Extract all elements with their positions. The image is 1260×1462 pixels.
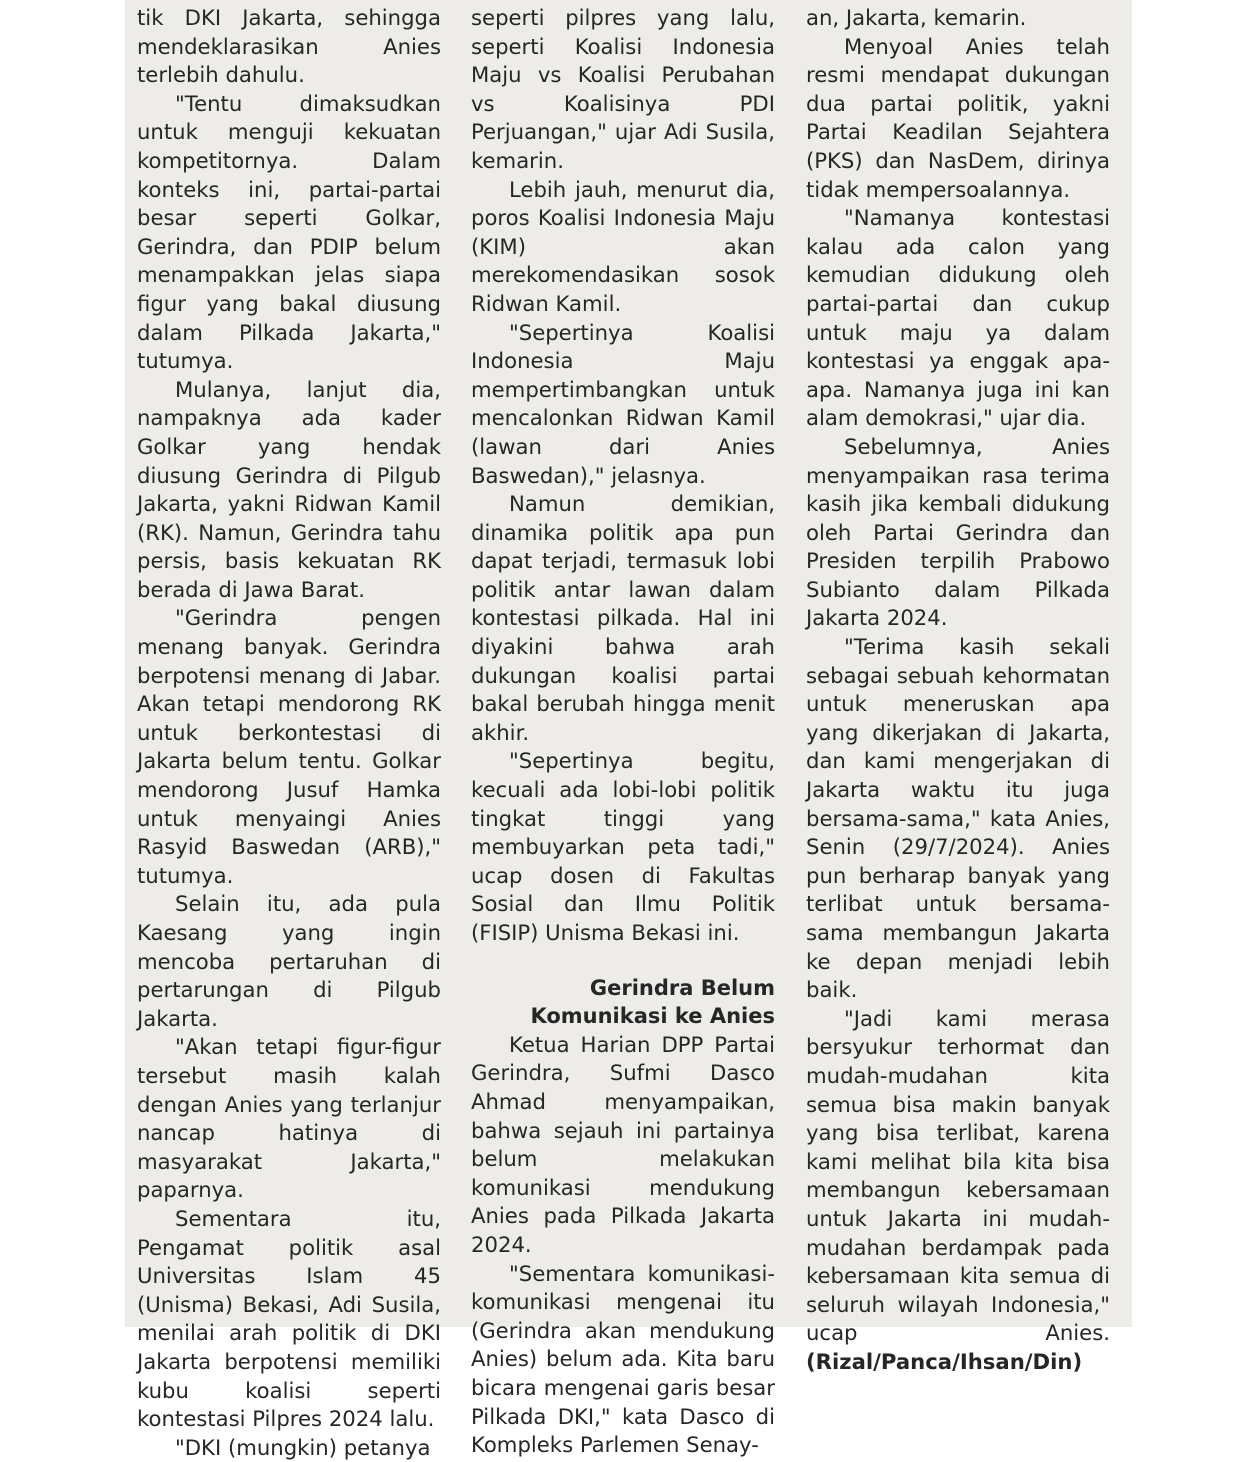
- paragraph: "Akan tetapi figur-figur tersebut masih kalah dengan Anies yang terlanjur nancap hatinya di masyarakat Jakarta," paparnya.: [137, 1034, 441, 1203]
- newspaper-clipping: [125, 0, 1132, 1460]
- paragraph: "Sementara komunikasi-komunikasi mengenai itu (Gerindra akan mendukung Anies) belum ada. Kita baru bicara mengenai garis besar Pilkada DKI," kata Dasco di Kompleks Parlemen Senay-: [471, 1260, 775, 1458]
- article-column-2: [471, 4, 775, 1460]
- paragraph: Sementara itu, Pengamat politik asal Universitas Islam 45 (Unisma) Bekasi, Adi Susila, menilai arah politik di DKI Jakarta berpotensi memiliki kubu koalisi seperti kontestasi Pilpres 2024 lalu.: [137, 1205, 441, 1432]
- paragraph: Ketua Harian DPP Partai Gerindra, Sufmi Dasco Ahmad menyampaikan, bahwa sejauh ini partainya belum melakukan komunikasi mendukung Anies pada Pilkada Jakarta 2024.: [471, 1031, 775, 1257]
- paragraph: "Sepertinya begitu, kecuali ada lobi-lobi politik tingkat tinggi yang membuyarkan peta tadi," ucap dosen di Fakultas Sosial dan Ilmu Politik (FISIP) Unisma Bekasi ini.: [471, 748, 775, 945]
- article-column-3: [806, 4, 1110, 1377]
- paragraph: Selain itu, ada pula Kaesang yang ingin mencoba pertaruhan di pertarungan di Pilgub Jakarta.: [137, 891, 441, 1031]
- paragraph: "Namanya kontestasi kalau ada calon yang kemudian didukung oleh partai-partai dan cukup untuk maju ya dalam kontestasi ya enggak apa-apa. Namanya juga ini kan alam demokrasi," ujar dia.: [806, 205, 1110, 431]
- paragraph-text: "Jadi kami merasa bersyukur terhormat dan mudah-mudahan kita semua bisa makin banyak yang bisa terlibat, karena kami melihat bila kita bisa membangun kebersamaan untuk Jakarta ini mudah-mudahan berdampak pada kebersamaan kita semua di seluruh wilayah Indonesia," ucap Anies.: [806, 1005, 1110, 1346]
- paragraph: Sebelumnya, Anies menyampaikan rasa terima kasih jika kembali didukung oleh Partai Gerindra dan Presiden terpilih Prabowo Subianto dalam Pilkada Jakarta 2024.: [806, 433, 1110, 631]
- article-column-1: [137, 4, 441, 1462]
- paragraph: "Sepertinya Koalisi Indonesia Maju mempertimbangkan untuk mencalonkan Ridwan Kamil (lawan dari Anies Baswedan)," jelasnya.: [471, 319, 775, 488]
- paragraph: "DKI (mungkin) petanya: [175, 1434, 431, 1460]
- paragraph: an, Jakarta, kemarin.: [806, 5, 1027, 30]
- paragraph: "Terima kasih sekali sebagai sebuah kehormatan untuk meneruskan apa yang dikerjakan di Jakarta, dan kami mengerjakan di Jakarta waktu itu juga bersama-sama," kata Anies, Senin (29/7/2024). Anies pun berharap banyak yang terlibat untuk bersama-sama membangun Jakarta ke depan menjadi lebih baik.: [806, 634, 1110, 1003]
- paragraph: "Tentu dimaksudkan untuk menguji kekuatan kompetitornya. Dalam konteks ini, partai-partai besar seperti Golkar, Gerindra, dan PDIP belum menampakkan jelas siapa figur yang bakal diusung dalam Pilkada Jakarta," tutumya.: [137, 90, 441, 374]
- paragraph: Namun demikian, dinamika politik apa pun dapat terjadi, termasuk lobi politik antar lawan dalam kontestasi pilkada. Hal ini diyakini bahwa arah dukungan koalisi partai bakal berubah hingga menit akhir.: [471, 491, 775, 745]
- paragraph: [806, 1005, 1110, 1377]
- paragraph: "Gerindra pengen menang banyak. Gerindra berpotensi menang di Jabar. Akan tetapi mendorong RK untuk berkontestasi di Jakarta belum tentu. Golkar mendorong Jusuf Hamka untuk menyaingi Anies Rasyid Baswedan (ARB)," tutumya.: [137, 605, 441, 888]
- paragraph: tik DKI Jakarta, sehingga mendeklarasikan Anies terlebih dahulu.: [137, 5, 441, 88]
- paragraph: Menyoal Anies telah resmi mendapat dukungan dua partai politik, yakni Partai Keadilan Sejahtera (PKS) dan NasDem, dirinya tidak mempersoalannya.: [806, 33, 1110, 202]
- section-subheading: Gerindra Belum Komunikasi ke Anies: [530, 975, 775, 1029]
- paragraph: seperti pilpres yang lalu, seperti Koalisi Indonesia Maju vs Koalisi Perubahan vs Koalisinya PDI Perjuangan," ujar Adi Susila, kemarin.: [471, 5, 775, 173]
- byline: (Rizal/Panca/Ihsan/Din): [806, 1348, 1083, 1374]
- paragraph: Mulanya, lanjut dia, nampaknya ada kader Golkar yang hendak diusung Gerindra di Pilgub Jakarta, yakni Ridwan Kamil (RK). Namun, Gerindra tahu persis, basis kekuatan RK berada di Jawa Barat.: [137, 376, 441, 602]
- paragraph: Lebih jauh, menurut dia, poros Koalisi Indonesia Maju (KIM) akan merekomendasikan sosok Ridwan Kamil.: [471, 176, 775, 316]
